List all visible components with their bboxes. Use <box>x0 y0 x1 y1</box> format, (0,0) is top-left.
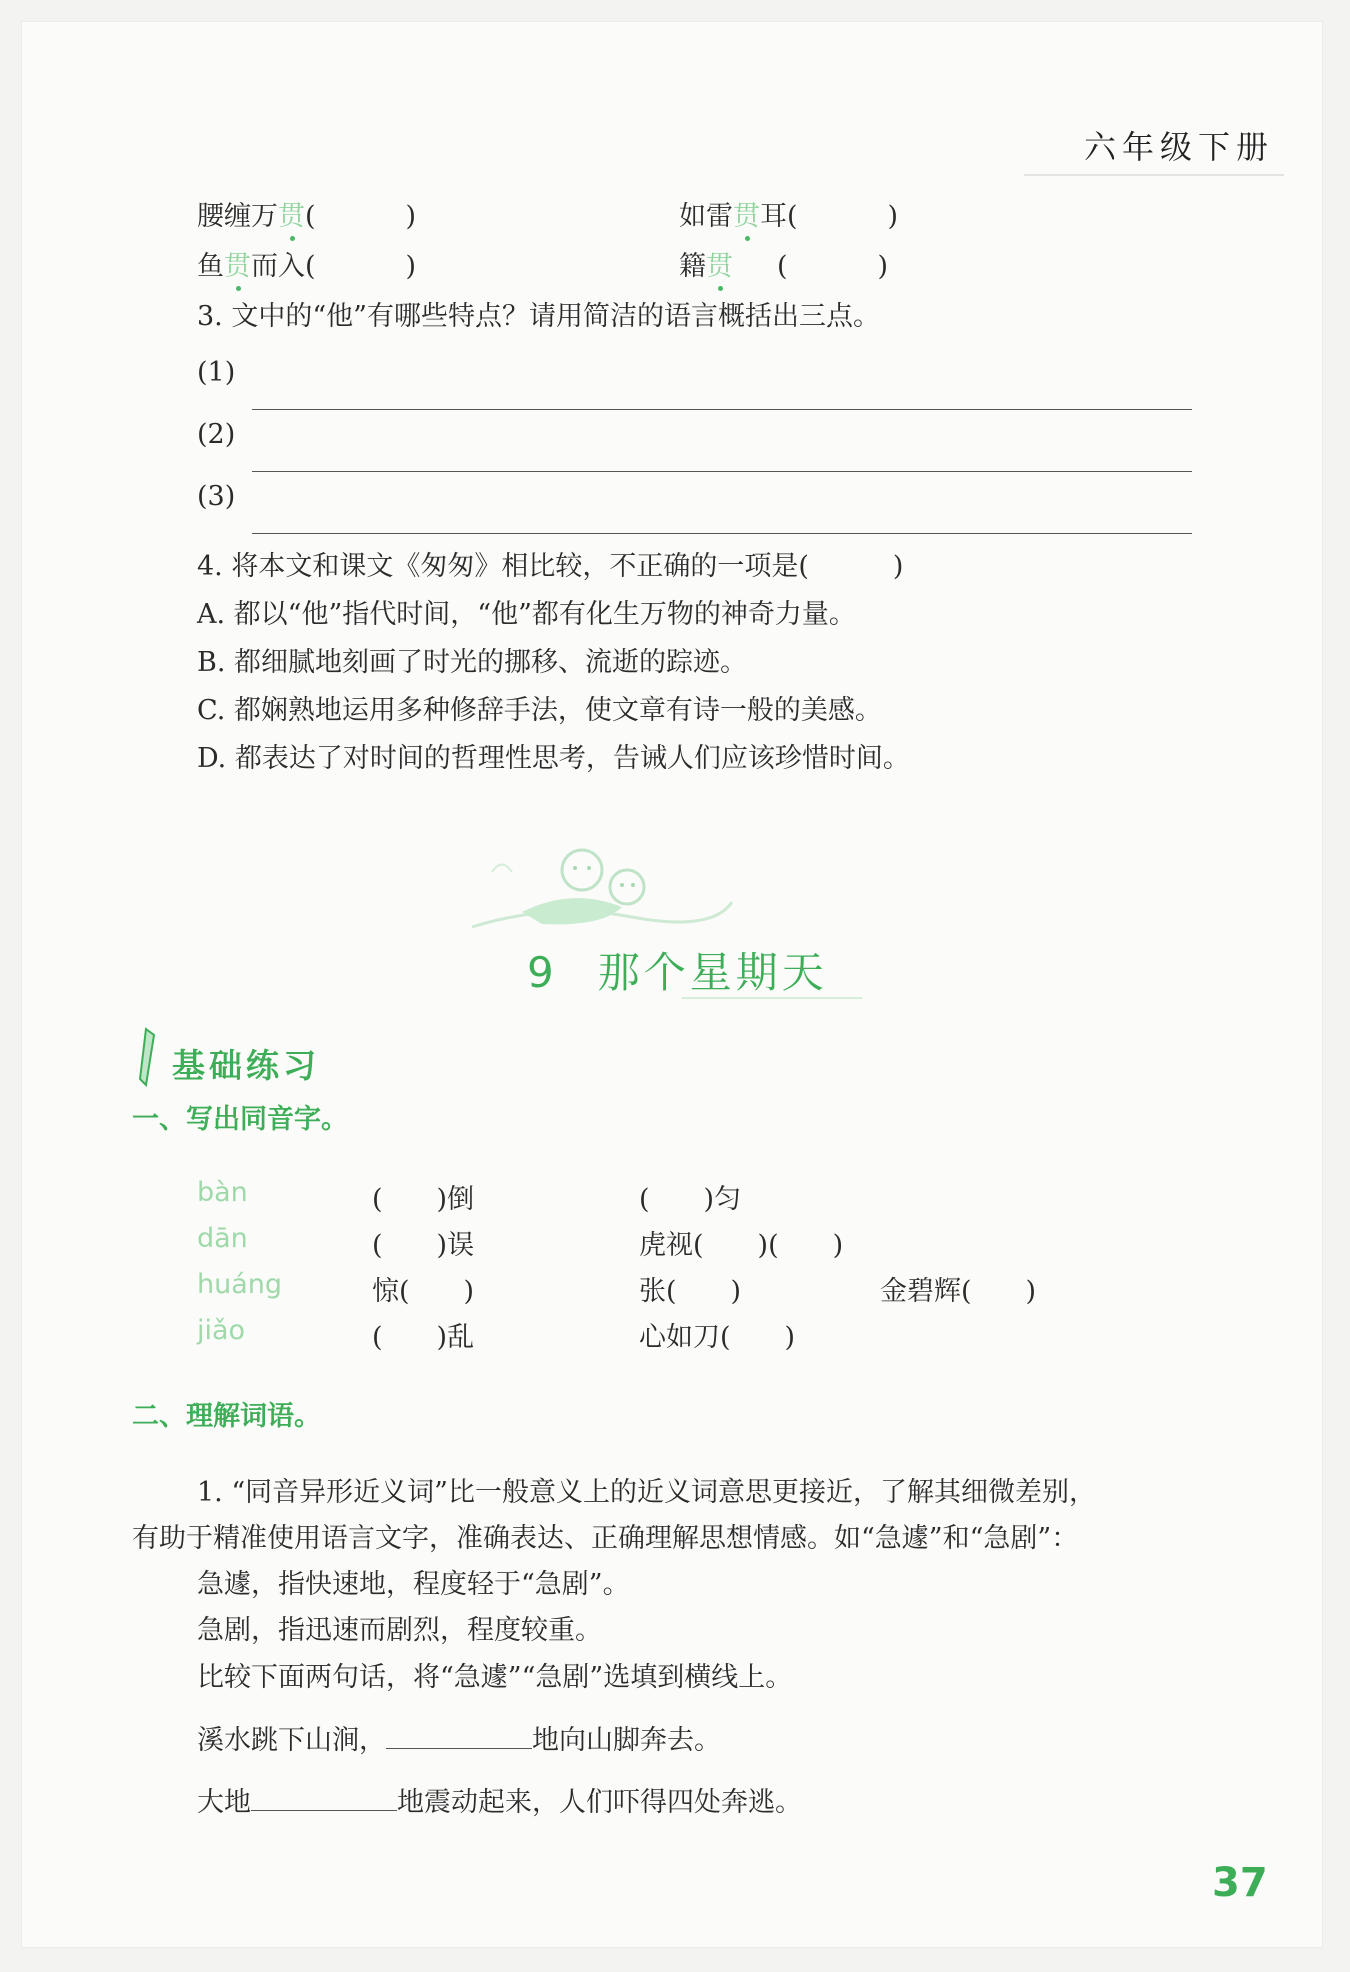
blank-cell[interactable]: ( )倒 <box>372 1184 475 1215</box>
lesson-title: 9 那个星期天 <box>527 948 828 997</box>
answer-line-1[interactable] <box>252 409 1192 410</box>
pinyin-huang: huáng <box>197 1269 283 1300</box>
pinyin-ban: bàn <box>197 1177 248 1208</box>
children-illustration <box>462 832 742 942</box>
question-4: 4. 将本文和课文《匆匆》相比较，不正确的一项是( ) <box>197 551 904 582</box>
option-d: D. 都表达了对时间的哲理性思考，告诫人们应该珍惜时间。 <box>197 743 910 774</box>
instruction: 比较下面两句话，将“急遽”“急剧”选填到横线上。 <box>197 1662 793 1693</box>
blank-cell[interactable]: 金碧辉( ) <box>880 1276 1037 1307</box>
word-1: 腰缠万贯( ) <box>197 194 416 233</box>
blank-cell[interactable]: ( )匀 <box>639 1184 742 1215</box>
answer-line-3[interactable] <box>252 533 1192 534</box>
dotted-char: 贯 <box>733 194 760 233</box>
answer-line-2[interactable] <box>252 471 1192 472</box>
fill-blank-1[interactable] <box>386 1726 532 1749</box>
page <box>22 22 1322 1947</box>
paragraph: 有助于精准使用语言文字，准确表达、正确理解思想情感。如“急遽”和“急剧”： <box>132 1523 1079 1554</box>
header-divider <box>1024 174 1284 176</box>
blank-cell[interactable]: 惊( ) <box>372 1276 475 1307</box>
dotted-char: 贯 <box>706 244 733 283</box>
option-a: A. 都以“他”指代时间，“他”都有化生万物的神奇力量。 <box>197 599 856 630</box>
sentence-1: 溪水跳下山涧， 地向山脚奔去。 <box>197 1725 721 1756</box>
paragraph: 1. “同音异形近义词”比一般意义上的近义词意思更接近，了解其细微差别， <box>197 1477 1096 1508</box>
option-c: C. 都娴熟地运用多种修辞手法，使文章有诗一般的美感。 <box>197 695 882 726</box>
word-2: 如雷贯耳( ) <box>679 194 898 233</box>
pinyin-jiao: jiǎo <box>197 1315 246 1346</box>
word-4: 籍贯 ( ) <box>679 244 888 283</box>
blank-cell[interactable]: ( )误 <box>372 1230 475 1261</box>
answer-label-3: (3) <box>197 481 236 512</box>
part1-title: 一、写出同音字。 <box>132 1104 348 1135</box>
pencil-icon <box>132 1027 160 1087</box>
answer-label-1: (1) <box>197 357 236 388</box>
definition: 急遽，指快速地，程度轻于“急剧”。 <box>197 1569 630 1600</box>
pinyin-dan: dān <box>197 1223 248 1254</box>
title-underline <box>682 997 862 999</box>
blank-cell[interactable]: 张( ) <box>639 1276 742 1307</box>
blank-cell[interactable]: ( )乱 <box>372 1322 475 1353</box>
word-3: 鱼贯而入( ) <box>197 244 416 283</box>
page-number: 37 <box>1212 1860 1268 1906</box>
part2-title: 二、理解词语。 <box>132 1401 321 1432</box>
sentence-2: 大地 地震动起来，人们吓得四处奔逃。 <box>197 1787 802 1818</box>
blank-cell[interactable]: 心如刀( ) <box>639 1322 796 1353</box>
option-b: B. 都细腻地刻画了时光的挪移、流逝的踪迹。 <box>197 647 748 678</box>
dotted-char: 贯 <box>224 244 251 283</box>
grade-label: 六年级下册 <box>1083 128 1274 166</box>
fill-blank-2[interactable] <box>251 1788 397 1811</box>
definition: 急剧，指迅速而剧烈，程度较重。 <box>197 1615 602 1646</box>
question-3: 3. 文中的“他”有哪些特点？请用简洁的语言概括出三点。 <box>197 301 880 332</box>
answer-label-2: (2) <box>197 419 236 450</box>
section-heading-basic: 基础练习 <box>172 1046 320 1085</box>
dotted-char: 贯 <box>278 194 305 233</box>
blank-cell[interactable]: 虎视( )( ) <box>639 1230 844 1261</box>
